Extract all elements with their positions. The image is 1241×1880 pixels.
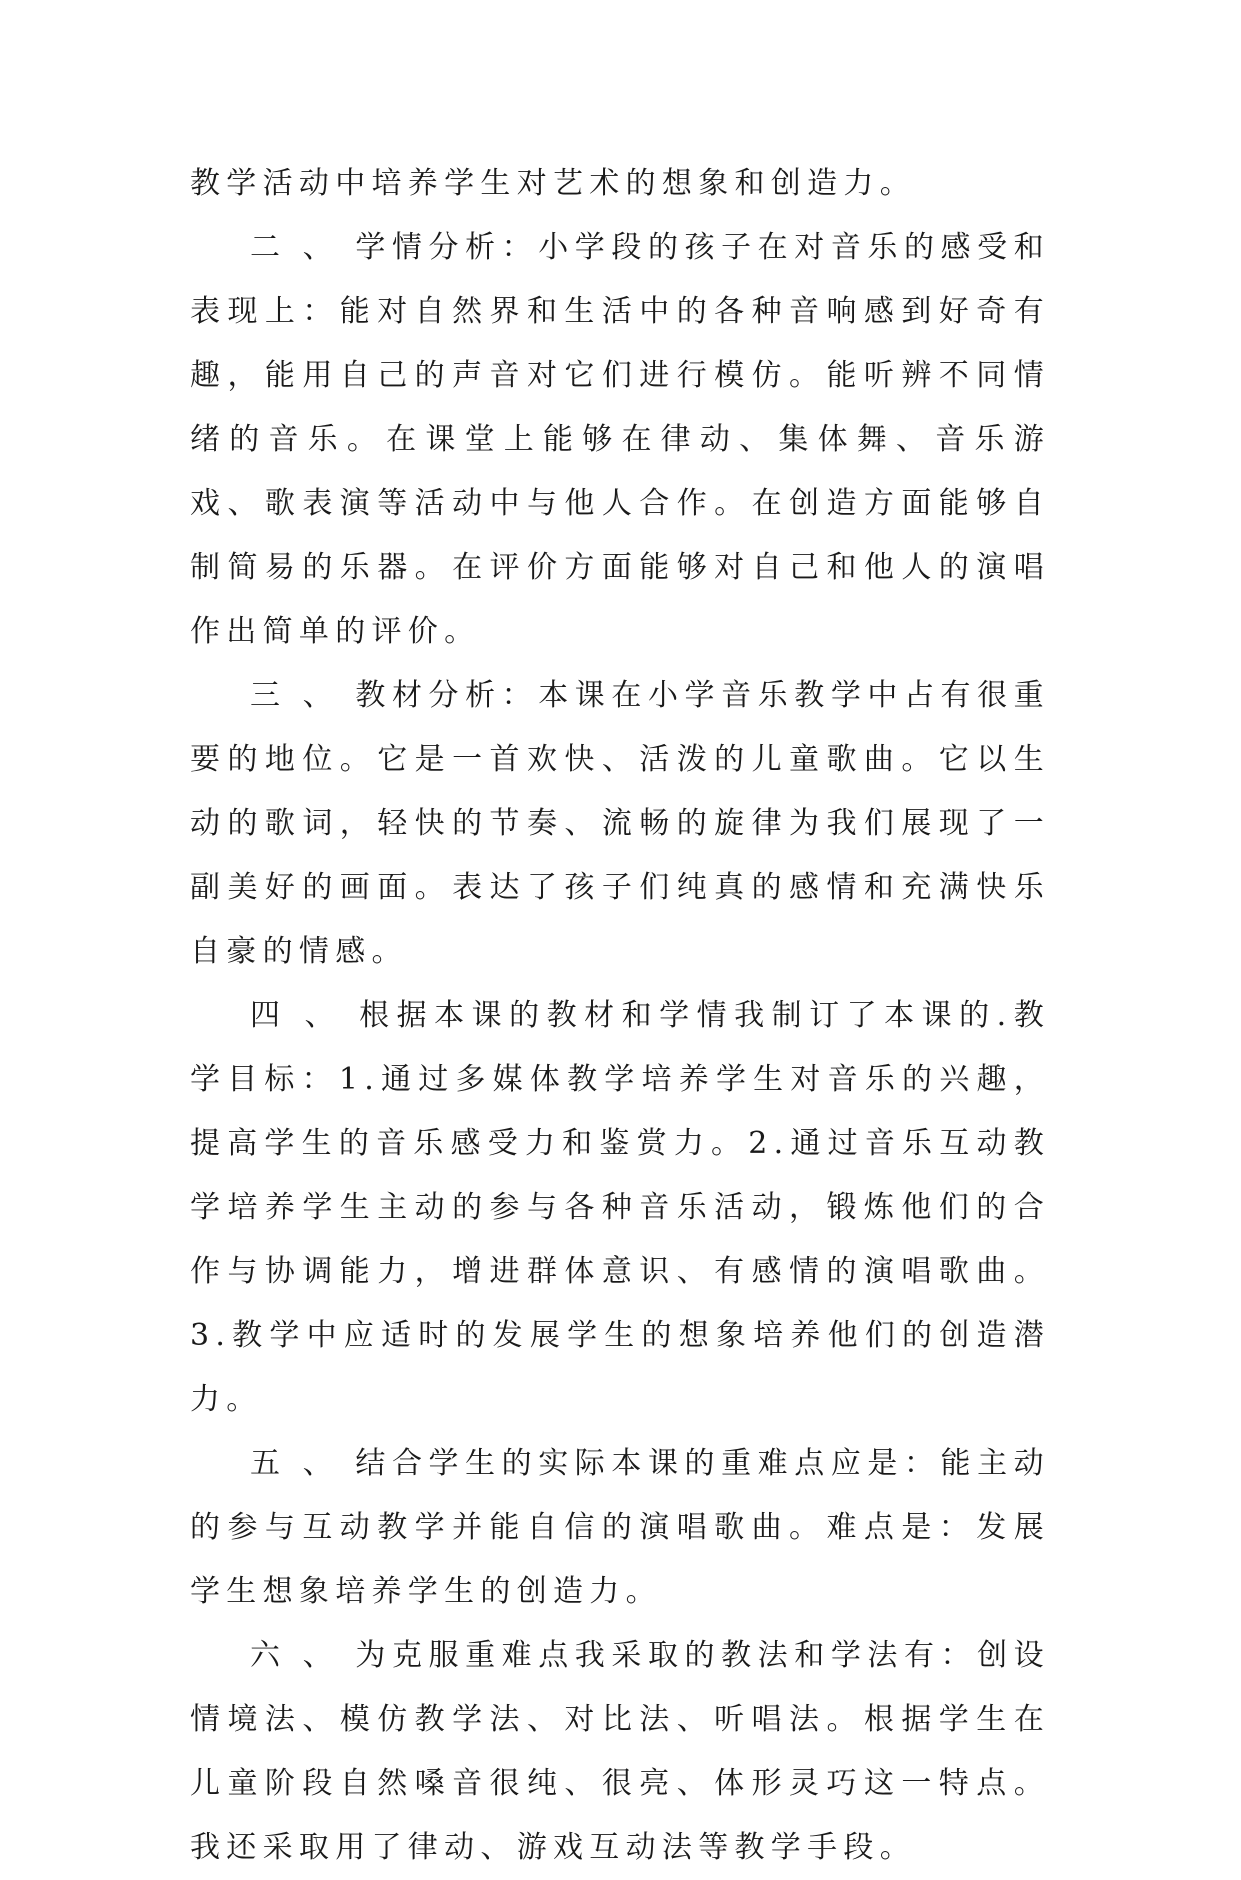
paragraph-material-analysis: 三 、 教材分析：本课在小学音乐教学中占有很重要的地位。它是一首欢快、活泼的儿童歌曲。它以生动的歌词，轻快的节奏、流畅的旋律为我们展现了一副美好的画面。表达了孩子们纯真的感情和充满快乐自豪的情感。: [190, 678, 1050, 969]
paragraph-teaching-methods: 六 、 为克服重难点我采取的教法和学法有：创设情境法、模仿教学法、对比法、听唱法。根据学生在儿童阶段自然嗓音很纯、很亮、体形灵巧这一特点。我还采取用了律动、游戏互动法等教学手段。: [190, 1638, 1050, 1865]
document-body: [190, 152, 1050, 1880]
paragraph-learner-analysis: 二 、 学情分析：小学段的孩子在对音乐的感受和表现上：能对自然界和生活中的各种音响感到好奇有趣，能用自己的声音对它们进行模仿。能听辨不同情绪的音乐。在课堂上能够在律动、集体舞、音乐游戏、歌表演等活动中与他人合作。在创造方面能够自制简易的乐器。在评价方面能够对自己和他人的演唱作出简单的评价。: [190, 230, 1050, 649]
paragraph-key-difficulties: 五 、 结合学生的实际本课的重难点应是：能主动的参与互动教学并能自信的演唱歌曲。难点是：发展学生想象培养学生的创造力。: [190, 1446, 1050, 1609]
paragraph-teaching-goals: 四 、 根据本课的教材和学情我制订了本课的.教学目标：1.通过多媒体教学培养学生对音乐的兴趣，提高学生的音乐感受力和鉴赏力。2.通过音乐互动教学培养学生主动的参与各种音乐活动，锻炼他们的合作与协调能力，增进群体意识、有感情的演唱歌曲。3.教学中应适时的发展学生的想象培养他们的创造潜力。: [190, 998, 1050, 1417]
paragraph-continuation: 教学活动中培养学生对艺术的想象和创造力。: [190, 166, 916, 201]
